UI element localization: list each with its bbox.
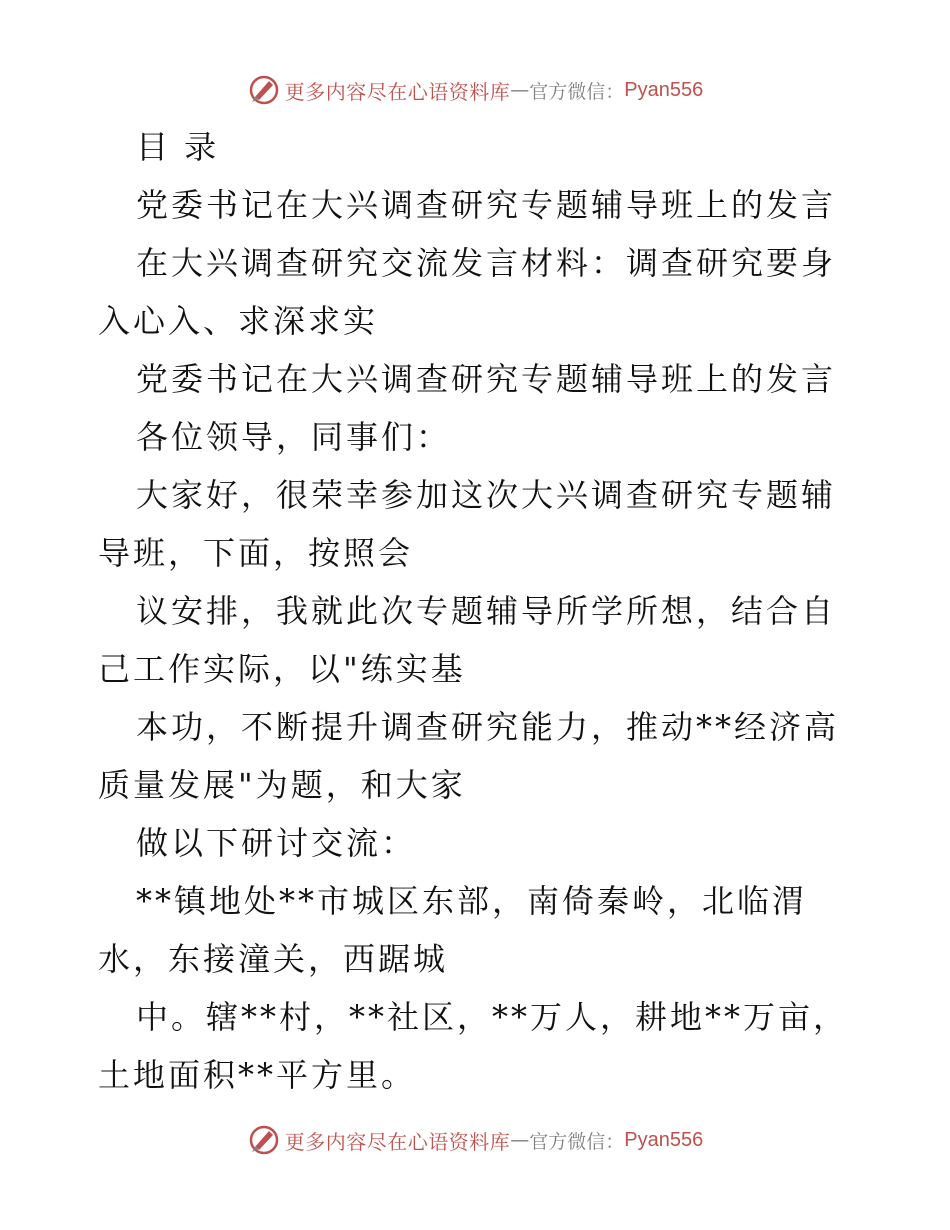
watermark-text: 更多内容尽在心语资料库 <box>284 79 511 104</box>
watermark-label: 官方微信： <box>529 1130 625 1153</box>
paragraph: 本功，不断提升调查研究能力，推动**经济高质量发展"为题，和大家 <box>98 708 840 804</box>
watermark-handle: Pyan556 <box>624 1128 704 1151</box>
section-title: 党委书记在大兴调查研究专题辅导班上的发言 <box>136 360 837 398</box>
watermark-handle: Pyan556 <box>624 78 704 101</box>
paragraph: 做以下研讨交流： <box>136 824 417 862</box>
watermark-dash: — <box>510 79 530 101</box>
paragraph: 大家好，很荣幸参加这次大兴调查研究专题辅导班，下面，按照会 <box>98 476 837 572</box>
toc-item-1: 党委书记在大兴调查研究专题辅导班上的发言 <box>136 186 837 224</box>
salutation: 各位领导，同事们： <box>136 418 452 456</box>
document-body <box>98 118 858 1104</box>
paragraph: **镇地处**市城区东部，南倚秦岭，北临渭水，东接潼关，西踞城 <box>98 882 808 978</box>
paragraph: 中。辖**村，**社区，**万人，耕地**万亩，土地面积**平方里。 <box>98 998 849 1094</box>
watermark-label: 官方微信： <box>529 80 625 103</box>
watermark-text: 更多内容尽在心语资料库 <box>284 1129 511 1154</box>
pen-nib-logo-icon <box>247 1123 281 1157</box>
footer-watermark <box>0 1120 950 1160</box>
paragraph: 议安排，我就此次专题辅导所学所想，结合自己工作实际，以"练实基 <box>98 592 837 688</box>
watermark-dash: — <box>510 1129 530 1151</box>
pen-nib-logo-icon <box>247 73 281 107</box>
toc-heading: 目 录 <box>136 128 220 166</box>
header-watermark <box>0 70 950 110</box>
toc-item-2: 在大兴调查研究交流发言材料：调查研究要身入心入、求深求实 <box>98 244 837 340</box>
